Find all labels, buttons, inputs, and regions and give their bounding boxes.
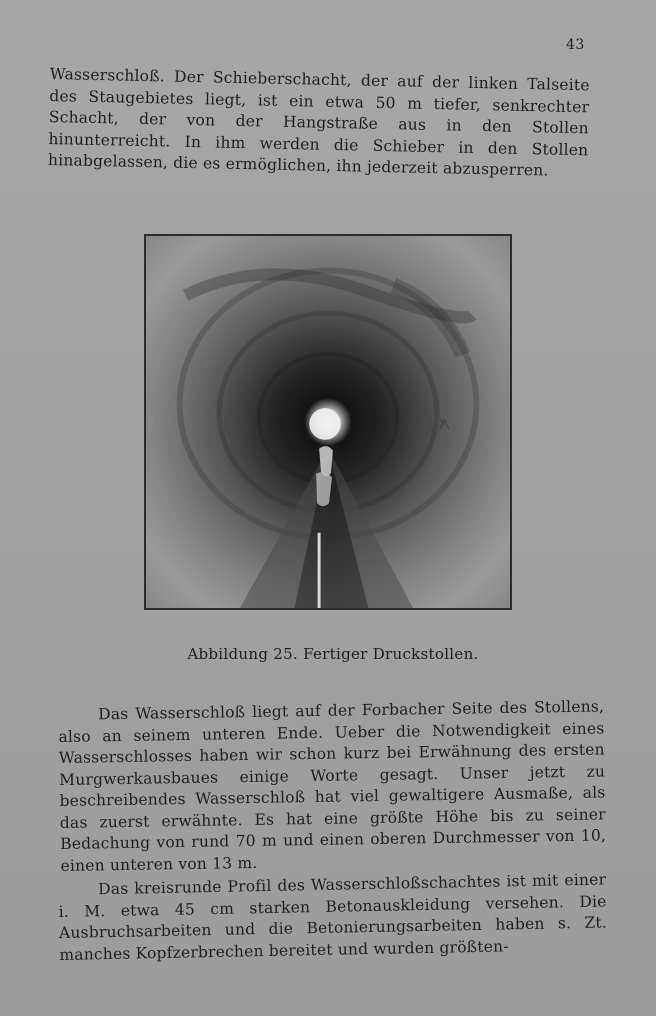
figure-caption: Abbildung 25. Fertiger Druckstollen. [187,645,479,663]
page-number: 43 [566,37,585,53]
paragraph-wasserschloss: Das Wasserschloß liegt auf der Forbacher Seite des Stollens, also an seinem unteren Ende. Ueber die Notwendigkeit eines Wasserschlosses haben wir schon kurz bei Erwähnung des ersten Murgwerkausbaues einige Worte gesagt. Unser jetzt zu beschreibendes Wasserschloß hat viel gewaltigere Ausmaße, als das zuerst erwähnte. Es hat eine größte Höhe bis zu seiner Bedachung von rund 70 m und einen oberen Durchmesser von 10, einen unteren von 13 m. [58,697,607,875]
paragraph-intro: Wasserschloß. Der Schieberschacht, der auf der linken Talseite des Staugebietes liegt, ist ein etwa 50 m tiefer, senkrechter Schacht, der von der Hangstraße aus in den Stollen hinunterreicht. In ihm werden die Schieber in den Stollen hinabgelassen, die es ermöglichen, ihn jederzeit abzusperren. [47,64,590,180]
svg-text:᭶: ᭶ [438,412,451,433]
paragraph-profil: Das kreisrunde Profil des Wasserschloßschachtes ist mit einer i. M. etwa 45 cm starken Betonauskleidung versehen. Die Ausbruchsarbeiten und die Betonierungsarbeiten haben s. Zt. manches Kopfzerbrechen bereitet und wurden größten- [58,870,608,964]
tunnel-photo [144,234,512,610]
tunnel-photo-image [146,236,510,608]
